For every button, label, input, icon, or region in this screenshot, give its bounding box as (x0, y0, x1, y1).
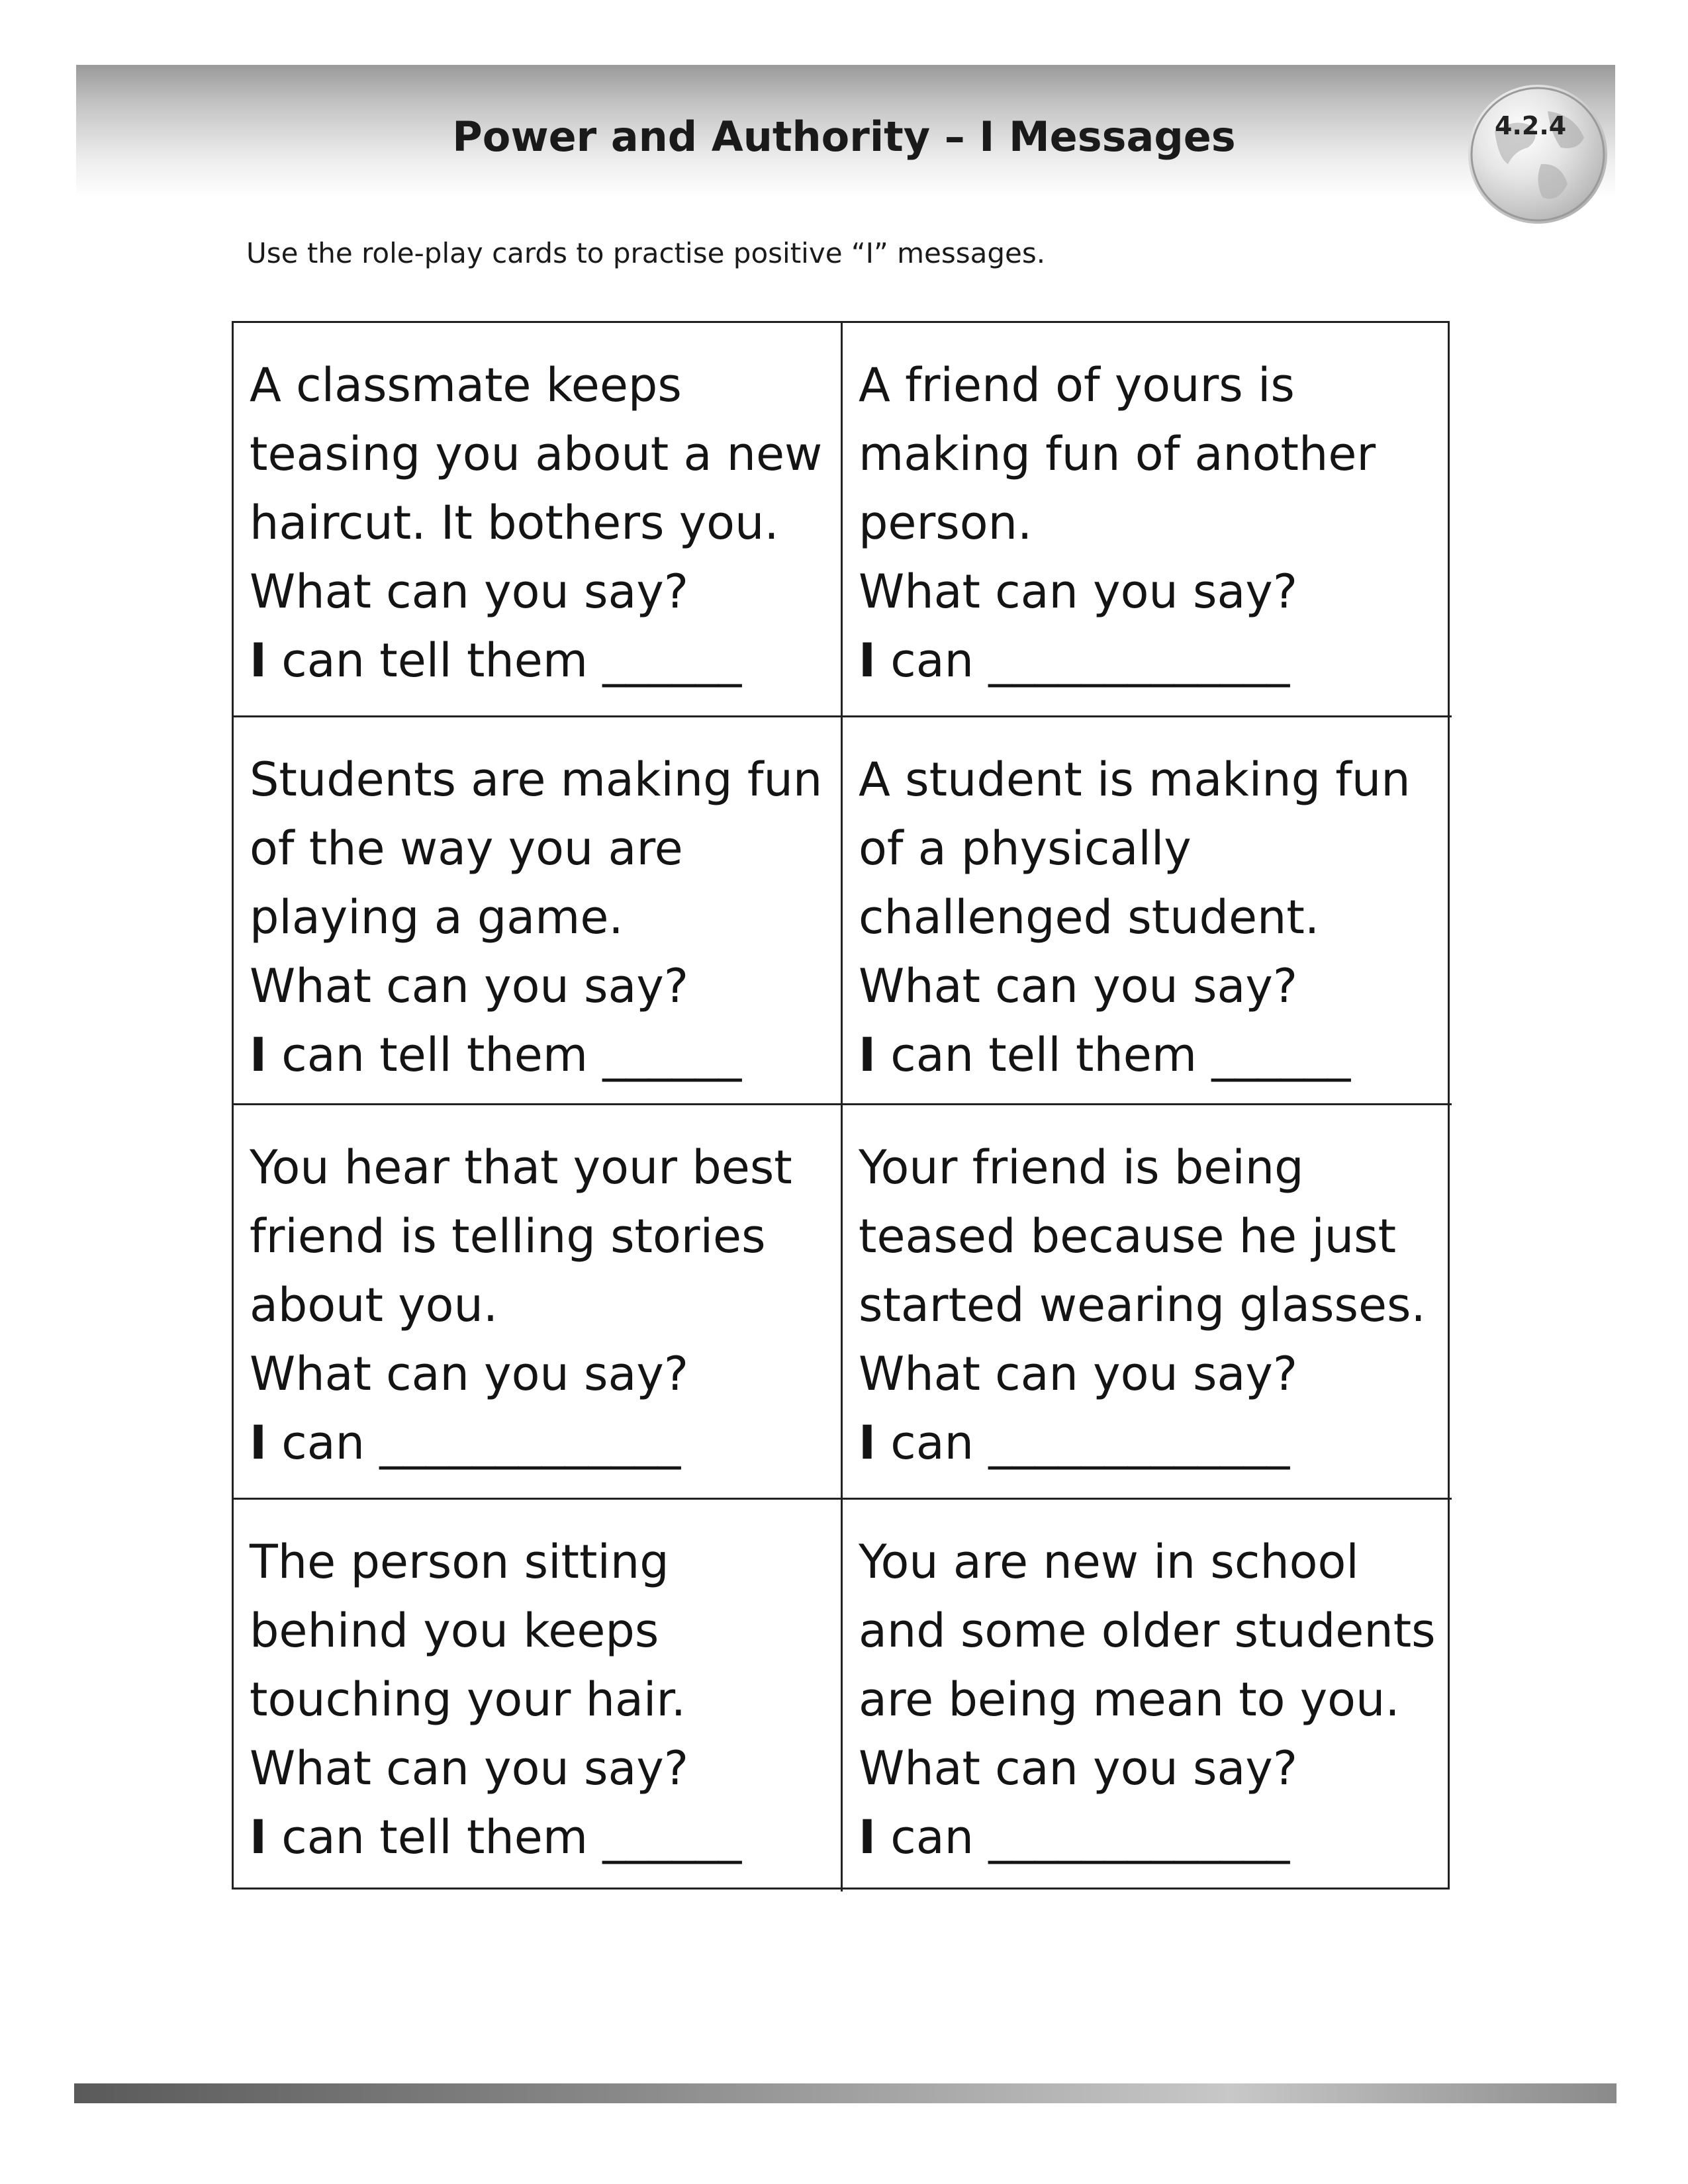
card-line: You hear that your best (250, 1140, 792, 1195)
card-line: started wearing glasses. (859, 1278, 1426, 1332)
prompt-i: I (859, 1416, 876, 1470)
lesson-number-badge: 4.2.4 (1495, 111, 1567, 140)
card-line: What can you say? (250, 1347, 688, 1401)
card-answer-prompt (250, 1408, 841, 1477)
card-line: teased because he just (859, 1209, 1397, 1263)
card-answer-prompt (859, 1408, 1452, 1477)
card-answer-prompt (859, 1803, 1452, 1872)
prompt-blank: can tell them ______ (267, 1028, 742, 1082)
role-play-card-6 (843, 1105, 1452, 1500)
card-line: are being mean to you. (859, 1672, 1400, 1727)
card-line: of the way you are (250, 821, 683, 876)
card-line: Students are making fun (250, 752, 823, 807)
card-line: What can you say? (250, 565, 688, 619)
card-line: A student is making fun (859, 752, 1411, 807)
prompt-blank: can tell them ______ (876, 1028, 1351, 1082)
prompt-i: I (250, 633, 267, 688)
role-play-card-3 (234, 717, 843, 1105)
card-line: challenged student. (859, 890, 1320, 944)
card-line: friend is telling stories (250, 1209, 766, 1263)
prompt-i: I (250, 1416, 267, 1470)
instruction-text: Use the role-play cards to practise positive “I” messages. (246, 237, 1046, 269)
card-line: haircut. It bothers you. (250, 496, 779, 550)
card-answer-prompt (250, 1803, 841, 1872)
prompt-blank: can tell them ______ (267, 633, 742, 688)
role-play-cards-grid (232, 321, 1450, 1889)
prompt-blank: can tell them ______ (267, 1810, 742, 1864)
card-line: What can you say? (250, 959, 688, 1013)
prompt-blank: can _____________ (876, 633, 1290, 688)
prompt-blank: can _____________ (267, 1416, 681, 1470)
card-line: What can you say? (859, 565, 1297, 619)
card-line: behind you keeps (250, 1604, 659, 1658)
prompt-i: I (250, 1810, 267, 1864)
footer-bar (74, 2083, 1617, 2103)
card-line: teasing you about a new (250, 427, 823, 481)
prompt-i: I (859, 633, 876, 688)
role-play-card-5 (234, 1105, 843, 1500)
card-line: touching your hair. (250, 1672, 686, 1727)
prompt-blank: can _____________ (876, 1810, 1290, 1864)
role-play-card-4 (843, 717, 1452, 1105)
prompt-i: I (859, 1028, 876, 1082)
card-answer-prompt (859, 1021, 1452, 1089)
role-play-card-7 (234, 1500, 843, 1891)
card-line: playing a game. (250, 890, 624, 944)
card-line: The person sitting (250, 1535, 669, 1589)
page-title: Power and Authority – I Messages (452, 113, 1236, 161)
card-line: What can you say? (859, 1741, 1297, 1796)
card-line: You are new in school (859, 1535, 1359, 1589)
card-answer-prompt (250, 626, 841, 695)
card-line: What can you say? (250, 1741, 688, 1796)
prompt-blank: can _____________ (876, 1416, 1290, 1470)
card-line: What can you say? (859, 1347, 1297, 1401)
role-play-card-1 (234, 323, 843, 717)
prompt-i: I (859, 1810, 876, 1864)
card-line: about you. (250, 1278, 498, 1332)
role-play-card-2 (843, 323, 1452, 717)
card-answer-prompt (859, 626, 1452, 695)
card-line: making fun of another (859, 427, 1376, 481)
card-line: Your friend is being (859, 1140, 1304, 1195)
card-line: person. (859, 496, 1033, 550)
card-line: A classmate keeps (250, 358, 682, 412)
role-play-card-8 (843, 1500, 1452, 1891)
card-line: of a physically (859, 821, 1192, 876)
card-answer-prompt (250, 1021, 841, 1089)
prompt-i: I (250, 1028, 267, 1082)
card-line: A friend of yours is (859, 358, 1295, 412)
card-line: What can you say? (859, 959, 1297, 1013)
card-line: and some older students (859, 1604, 1436, 1658)
